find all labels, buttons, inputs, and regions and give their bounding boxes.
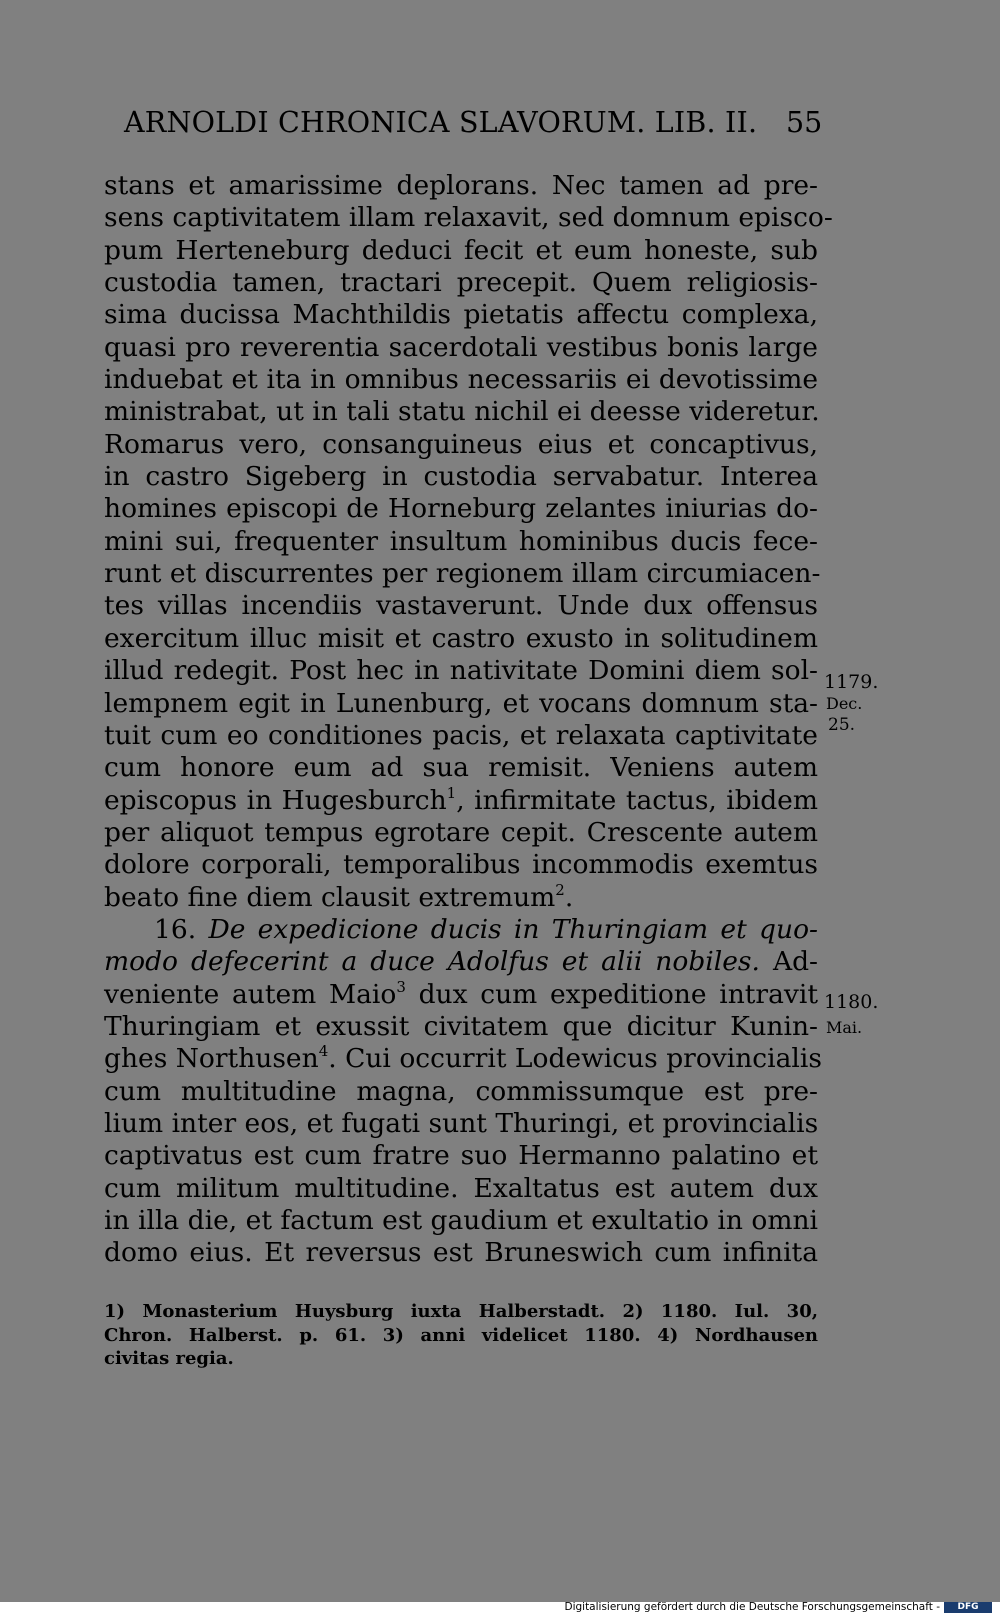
section-title: De expedicione ducis in Thuringiam et quo- — [208, 913, 818, 945]
text-line: lempnem egit in Lunenburg, et vocans domnum sta- — [104, 687, 818, 719]
text-line — [104, 785, 818, 817]
text-span: beato fine diem clausit extremum — [104, 881, 556, 913]
text-line: tes villas incendiis vastaverunt. Unde dux offensus — [104, 590, 818, 622]
section-heading-line — [104, 946, 818, 978]
text-span: veniente autem Maio — [104, 978, 397, 1010]
text-line: domo eius. Et reversus est Bruneswich cum infinita — [104, 1237, 818, 1269]
text-span: . — [564, 881, 574, 913]
text-line: induebat et ita in omnibus necessariis ei devotissime — [104, 364, 818, 396]
text-line: custodia tamen, tractari precepit. Quem religiosis- — [104, 267, 818, 299]
text-line: stans et amarissime deplorans. Nec tamen ad pre- — [104, 170, 818, 201]
text-line — [104, 882, 818, 914]
section-number: 16. — [154, 913, 197, 945]
section-title: modo defecerint a duce Adolfus et alii nobiles. — [104, 946, 760, 978]
text-line: exercitum illuc misit et castro exusto in solitudinem — [104, 622, 818, 654]
text-span: dux cum expeditione intravit — [405, 978, 818, 1010]
footnote-ref: 1 — [446, 783, 457, 802]
text-span: ghes Northusen — [104, 1043, 319, 1075]
text-line: homines episcopi de Horneburg zelantes iniurias do- — [104, 493, 818, 525]
running-header — [0, 100, 1000, 144]
text-line: dolore corporali, temporalibus incommodis exemtus — [104, 849, 818, 881]
text-line: mini sui, frequenter insultum hominibus ducis fece- — [104, 525, 818, 557]
text-line: pum Herteneburg deduci fecit et eum honeste, sub — [104, 234, 818, 266]
digitization-credit: Digitalisierung gefördert durch die Deutsche Forschungsgemeinschaft - — [564, 1601, 940, 1613]
text-line: Thuringiam et exussit civitatem que dicitur Kunin- — [104, 1010, 818, 1042]
section-heading-line — [104, 914, 818, 946]
text-line: tuit cum eo conditiones pacis, et relaxata captivitate — [104, 719, 818, 751]
text-line: per aliquot tempus egrotare cepit. Crescente autem — [104, 816, 818, 848]
body-text — [104, 170, 833, 1270]
text-line: sens captivitatem illam relaxavit, sed domnum episco- — [104, 202, 833, 234]
text-line: cum honore eum ad sua remisit. Veniens autem — [104, 752, 818, 784]
text-line: sima ducissa Machthildis pietatis affectu complexa, — [104, 299, 818, 331]
footnote-line: 1) Monasterium Huysburg iuxta Halberstadt. 2) 1180. Iul. 30, — [104, 1301, 818, 1322]
dfg-logo: DFG — [944, 1602, 992, 1613]
footnote-ref: 3 — [396, 977, 406, 996]
footnote-line: Chron. Halberst. p. 61. 3) anni videlicet 1180. 4) Nordhausen — [104, 1324, 818, 1346]
text-span: Ad- — [772, 946, 818, 978]
footnotes — [104, 1300, 818, 1371]
text-span: . Cui occurrit Lodewicus provincialis — [328, 1043, 822, 1075]
text-line: runt et discurrentes per regionem illam circumiacen- — [104, 558, 821, 590]
text-line: quasi pro reverentia sacerdotali vestibus bonis large — [104, 331, 818, 363]
text-line: ministrabat, ut in tali statu nichil ei deesse videretur. — [104, 396, 820, 428]
text-line: cum militum multitudine. Exaltatus est autem dux — [104, 1172, 818, 1204]
footnote-line: civitas regia. — [104, 1348, 234, 1369]
footnote-ref: 2 — [555, 880, 565, 899]
text-line: in illa die, et factum est gaudium et exultatio in omni — [104, 1205, 818, 1236]
text-line — [104, 979, 818, 1011]
text-line: lium inter eos, et fugati sunt Thuringi, et provincialis — [104, 1107, 819, 1139]
text-span: episcopus in Hugesburch — [104, 784, 447, 816]
page-number: 55 — [786, 106, 823, 139]
text-line: cum multitudine magna, commissumque est pre- — [104, 1075, 818, 1107]
text-line — [104, 1042, 822, 1075]
margin-month: Dec. — [826, 694, 863, 713]
margin-year: 1179. — [824, 671, 879, 693]
margin-year: 1180. — [824, 991, 879, 1013]
margin-day: 25. — [828, 715, 856, 735]
header-title: ARNOLDI CHRONICA SLAVORUM. LIB. II. — [124, 106, 758, 139]
text-line: Romarus vero, consanguineus eius et concaptivus, — [104, 428, 818, 460]
margin-month: Mai. — [826, 1018, 863, 1037]
text-line: in castro Sigeberg in custodia servabatur. Interea — [104, 461, 818, 493]
text-line: captivatus est cum fratre suo Hermanno palatino et — [104, 1140, 818, 1172]
text-line: illud redegit. Post hec in nativitate Domini diem sol- — [104, 655, 818, 687]
footnote-ref: 4 — [318, 1042, 329, 1061]
text-span: , infirmitate tactus, ibidem — [456, 784, 818, 816]
